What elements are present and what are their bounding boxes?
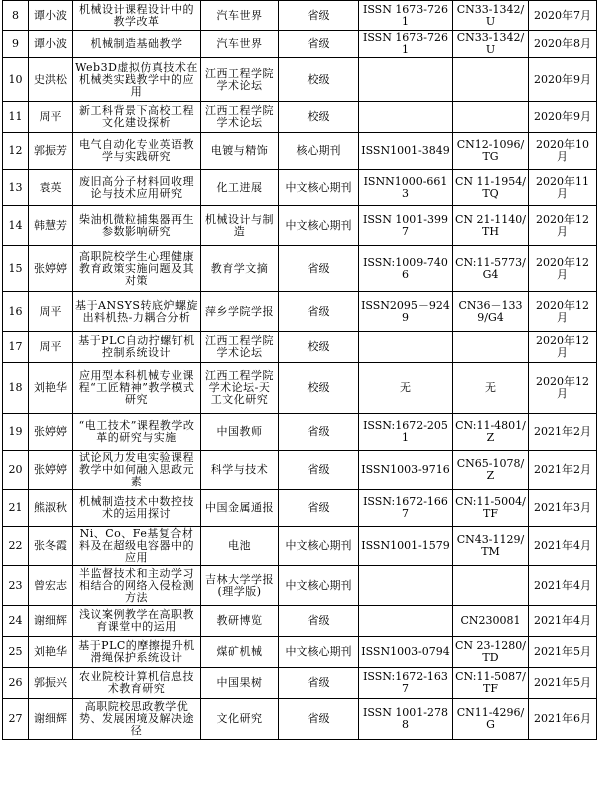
cell-no: 10 bbox=[3, 58, 29, 102]
cell-title: 柴油机微粒捕集器再生参数影响研究 bbox=[73, 206, 201, 246]
cell-cn: CN12-1096/TG bbox=[453, 133, 529, 170]
cell-issn: ISNN1000-6613 bbox=[359, 170, 453, 206]
cell-level: 校级 bbox=[279, 102, 359, 133]
cell-title: 废旧高分子材料回收理论与技术应用研究 bbox=[73, 170, 201, 206]
cell-author: 韩慧芳 bbox=[29, 206, 73, 246]
cell-author: 张婷婷 bbox=[29, 246, 73, 292]
cell-author: 周平 bbox=[29, 292, 73, 332]
cell-date: 2020年12月 bbox=[529, 246, 597, 292]
cell-level: 省级 bbox=[279, 451, 359, 490]
cell-issn: ISSN 1001-3997 bbox=[359, 206, 453, 246]
cell-author: 刘艳华 bbox=[29, 637, 73, 668]
cell-cn bbox=[453, 566, 529, 606]
cell-level: 省级 bbox=[279, 490, 359, 527]
cell-issn: ISSN:1672-2051 bbox=[359, 414, 453, 451]
table-row bbox=[3, 490, 597, 527]
cell-author: 谭小波 bbox=[29, 31, 73, 58]
cell-cn: CN:11-4801/Z bbox=[453, 414, 529, 451]
table-row bbox=[3, 246, 597, 292]
cell-venue: 江西工程学院学术论坛 bbox=[201, 102, 279, 133]
cell-no: 15 bbox=[3, 246, 29, 292]
table-row bbox=[3, 527, 597, 566]
cell-date: 2021年6月 bbox=[529, 699, 597, 740]
cell-no: 11 bbox=[3, 102, 29, 133]
cell-date: 2020年8月 bbox=[529, 31, 597, 58]
cell-no: 8 bbox=[3, 1, 29, 31]
cell-venue: 电池 bbox=[201, 527, 279, 566]
cell-title: 高职院校思政教学优势、发展困境及解决途径 bbox=[73, 699, 201, 740]
cell-date: 2021年5月 bbox=[529, 668, 597, 699]
table-row bbox=[3, 102, 597, 133]
cell-level: 校级 bbox=[279, 363, 359, 414]
cell-title: 电气自动化专业英语教学与实践研究 bbox=[73, 133, 201, 170]
cell-no: 13 bbox=[3, 170, 29, 206]
cell-level: 省级 bbox=[279, 292, 359, 332]
cell-cn: CN33-1342/U bbox=[453, 1, 529, 31]
cell-title: 基于PLC自动拧螺钉机控制系统设计 bbox=[73, 332, 201, 363]
cell-author: 熊淑秋 bbox=[29, 490, 73, 527]
cell-title: 浅议案例教学在高职教育课堂中的运用 bbox=[73, 606, 201, 637]
cell-level: 省级 bbox=[279, 246, 359, 292]
cell-title: “电工技术”课程教学改革的研究与实施 bbox=[73, 414, 201, 451]
cell-no: 27 bbox=[3, 699, 29, 740]
table-row bbox=[3, 363, 597, 414]
cell-cn bbox=[453, 58, 529, 102]
cell-date: 2020年11月 bbox=[529, 170, 597, 206]
cell-venue: 文化研究 bbox=[201, 699, 279, 740]
cell-issn: ISSN:1672-1667 bbox=[359, 490, 453, 527]
cell-author: 周平 bbox=[29, 102, 73, 133]
cell-no: 23 bbox=[3, 566, 29, 606]
table-body bbox=[3, 1, 597, 740]
cell-level: 校级 bbox=[279, 332, 359, 363]
table-row bbox=[3, 133, 597, 170]
cell-issn bbox=[359, 606, 453, 637]
cell-venue: 江西工程学院学术论坛-天工文化研究 bbox=[201, 363, 279, 414]
cell-level: 省级 bbox=[279, 31, 359, 58]
cell-title: 机械设计课程设计中的教学改革 bbox=[73, 1, 201, 31]
cell-venue: 机械设计与制造 bbox=[201, 206, 279, 246]
papers-table bbox=[2, 0, 597, 740]
cell-no: 26 bbox=[3, 668, 29, 699]
cell-date: 2021年2月 bbox=[529, 451, 597, 490]
table-row bbox=[3, 58, 597, 102]
cell-no: 25 bbox=[3, 637, 29, 668]
cell-issn bbox=[359, 58, 453, 102]
cell-level: 中文核心期刊 bbox=[279, 206, 359, 246]
cell-title: 新工科背景下高校工程文化建设探析 bbox=[73, 102, 201, 133]
cell-author: 郭振芳 bbox=[29, 133, 73, 170]
cell-venue: 萍乡学院学报 bbox=[201, 292, 279, 332]
table-row bbox=[3, 566, 597, 606]
cell-title: 基于PLC的摩擦提升机滑绳保护系统设计 bbox=[73, 637, 201, 668]
cell-issn: ISSN:1672-1637 bbox=[359, 668, 453, 699]
cell-author: 郭振兴 bbox=[29, 668, 73, 699]
cell-date: 2020年10月 bbox=[529, 133, 597, 170]
cell-level: 中文核心期刊 bbox=[279, 566, 359, 606]
cell-no: 21 bbox=[3, 490, 29, 527]
table-row bbox=[3, 332, 597, 363]
table-row bbox=[3, 637, 597, 668]
cell-cn: CN65-1078/Z bbox=[453, 451, 529, 490]
cell-author: 刘艳华 bbox=[29, 363, 73, 414]
cell-date: 2021年3月 bbox=[529, 490, 597, 527]
cell-cn: CN:11-5004/TF bbox=[453, 490, 529, 527]
table-row bbox=[3, 414, 597, 451]
cell-cn bbox=[453, 332, 529, 363]
cell-issn: ISSN 1001-2788 bbox=[359, 699, 453, 740]
cell-venue: 教育学文摘 bbox=[201, 246, 279, 292]
table-row bbox=[3, 668, 597, 699]
cell-date: 2021年4月 bbox=[529, 606, 597, 637]
cell-author: 袁英 bbox=[29, 170, 73, 206]
cell-title: Web3D虚拟仿真技术在机械类实践教学中的应用 bbox=[73, 58, 201, 102]
cell-date: 2020年12月 bbox=[529, 332, 597, 363]
cell-author: 周平 bbox=[29, 332, 73, 363]
cell-issn: ISSN2095－9249 bbox=[359, 292, 453, 332]
table-row bbox=[3, 170, 597, 206]
cell-author: 谢细辉 bbox=[29, 606, 73, 637]
cell-title: 基于ANSYS转底炉螺旋出料机热-力耦合分析 bbox=[73, 292, 201, 332]
cell-venue: 汽车世界 bbox=[201, 31, 279, 58]
cell-level: 校级 bbox=[279, 58, 359, 102]
cell-venue: 中国教师 bbox=[201, 414, 279, 451]
cell-no: 16 bbox=[3, 292, 29, 332]
cell-venue: 教研博览 bbox=[201, 606, 279, 637]
cell-no: 9 bbox=[3, 31, 29, 58]
cell-venue: 科学与技术 bbox=[201, 451, 279, 490]
table-row bbox=[3, 451, 597, 490]
cell-cn: CN11-4296/G bbox=[453, 699, 529, 740]
cell-no: 17 bbox=[3, 332, 29, 363]
cell-date: 2020年12月 bbox=[529, 363, 597, 414]
cell-date: 2021年4月 bbox=[529, 566, 597, 606]
cell-cn: CN 23-1280/TD bbox=[453, 637, 529, 668]
cell-author: 张婷婷 bbox=[29, 414, 73, 451]
cell-venue: 电镀与精饰 bbox=[201, 133, 279, 170]
cell-author: 张冬霞 bbox=[29, 527, 73, 566]
cell-cn: CN 21-1140/TH bbox=[453, 206, 529, 246]
cell-level: 核心期刊 bbox=[279, 133, 359, 170]
cell-title: 农业院校计算机信息技术教育研究 bbox=[73, 668, 201, 699]
cell-issn: ISSN 1673-7261 bbox=[359, 31, 453, 58]
cell-cn: CN33-1342/U bbox=[453, 31, 529, 58]
cell-date: 2021年5月 bbox=[529, 637, 597, 668]
cell-author: 史洪松 bbox=[29, 58, 73, 102]
cell-date: 2020年9月 bbox=[529, 58, 597, 102]
cell-issn: ISSN:1009-7406 bbox=[359, 246, 453, 292]
cell-venue: 中国果树 bbox=[201, 668, 279, 699]
cell-title: Ni、Co、Fe基复合材料及在超级电容器中的应用 bbox=[73, 527, 201, 566]
table-row bbox=[3, 699, 597, 740]
table-row bbox=[3, 1, 597, 31]
cell-title: 半监督技术和主动学习相结合的网络入侵检测方法 bbox=[73, 566, 201, 606]
cell-author: 谭小波 bbox=[29, 1, 73, 31]
cell-issn: ISSN1001-3849 bbox=[359, 133, 453, 170]
cell-issn: ISSN1003-9716 bbox=[359, 451, 453, 490]
cell-title: 机械制造基础教学 bbox=[73, 31, 201, 58]
cell-title: 试论风力发电实验课程教学中如何融入思政元素 bbox=[73, 451, 201, 490]
cell-issn: ISSN 1673-7261 bbox=[359, 1, 453, 31]
cell-issn: ISSN1003-0794 bbox=[359, 637, 453, 668]
cell-no: 14 bbox=[3, 206, 29, 246]
cell-issn: 无 bbox=[359, 363, 453, 414]
cell-no: 18 bbox=[3, 363, 29, 414]
cell-venue: 中国金属通报 bbox=[201, 490, 279, 527]
cell-level: 省级 bbox=[279, 699, 359, 740]
cell-issn bbox=[359, 332, 453, 363]
cell-cn: 无 bbox=[453, 363, 529, 414]
cell-date: 2020年9月 bbox=[529, 102, 597, 133]
table-row bbox=[3, 31, 597, 58]
cell-no: 22 bbox=[3, 527, 29, 566]
cell-venue: 江西工程学院学术论坛 bbox=[201, 58, 279, 102]
cell-author: 谢细辉 bbox=[29, 699, 73, 740]
cell-cn: CN36－1339/G4 bbox=[453, 292, 529, 332]
cell-author: 张婷婷 bbox=[29, 451, 73, 490]
cell-level: 中文核心期刊 bbox=[279, 637, 359, 668]
cell-no: 19 bbox=[3, 414, 29, 451]
cell-author: 曾宏志 bbox=[29, 566, 73, 606]
table-row bbox=[3, 606, 597, 637]
cell-venue: 化工进展 bbox=[201, 170, 279, 206]
cell-cn: CN 11-1954/TQ bbox=[453, 170, 529, 206]
cell-level: 中文核心期刊 bbox=[279, 527, 359, 566]
table-row bbox=[3, 206, 597, 246]
cell-date: 2021年4月 bbox=[529, 527, 597, 566]
cell-no: 20 bbox=[3, 451, 29, 490]
cell-title: 应用型本科机械专业课程“工匠精神”教学模式研究 bbox=[73, 363, 201, 414]
table-row bbox=[3, 292, 597, 332]
cell-date: 2020年12月 bbox=[529, 206, 597, 246]
cell-cn: CN43-1129/TM bbox=[453, 527, 529, 566]
cell-no: 12 bbox=[3, 133, 29, 170]
cell-date: 2020年7月 bbox=[529, 1, 597, 31]
cell-title: 机械制造技术中数控技术的运用探讨 bbox=[73, 490, 201, 527]
cell-cn: CN230081 bbox=[453, 606, 529, 637]
cell-venue: 汽车世界 bbox=[201, 1, 279, 31]
cell-date: 2020年12月 bbox=[529, 292, 597, 332]
cell-level: 省级 bbox=[279, 414, 359, 451]
cell-level: 省级 bbox=[279, 606, 359, 637]
cell-cn bbox=[453, 102, 529, 133]
cell-venue: 吉林大学学报(理学版) bbox=[201, 566, 279, 606]
cell-issn: ISSN1001-1579 bbox=[359, 527, 453, 566]
cell-level: 中文核心期刊 bbox=[279, 170, 359, 206]
cell-no: 24 bbox=[3, 606, 29, 637]
cell-issn bbox=[359, 566, 453, 606]
cell-venue: 江西工程学院学术论坛 bbox=[201, 332, 279, 363]
cell-title: 高职院校学生心理健康教育政策实施问题及其对策 bbox=[73, 246, 201, 292]
cell-level: 省级 bbox=[279, 668, 359, 699]
cell-date: 2021年2月 bbox=[529, 414, 597, 451]
cell-cn: CN:11-5087/TF bbox=[453, 668, 529, 699]
cell-issn bbox=[359, 102, 453, 133]
cell-venue: 煤矿机械 bbox=[201, 637, 279, 668]
cell-level: 省级 bbox=[279, 1, 359, 31]
cell-cn: CN:11-5773/G4 bbox=[453, 246, 529, 292]
